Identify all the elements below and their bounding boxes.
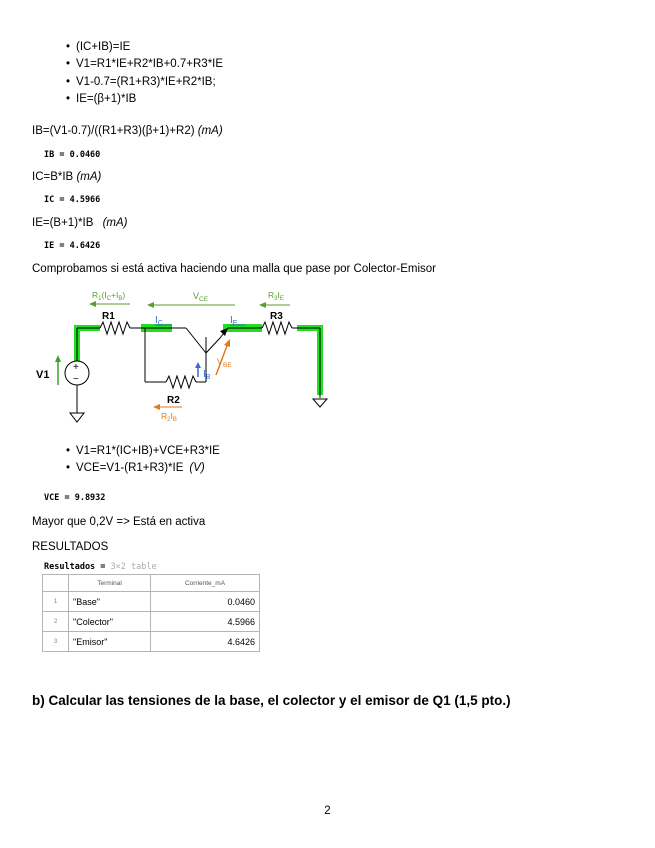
- bullet-item: • V1-0.7=(R1+R3)*IE+R2*IB;: [66, 74, 223, 91]
- section-b-heading: b) Calcular las tensiones de la base, el colector y el emisor de Q1 (1,5 pto.): [32, 693, 511, 708]
- table-row: [43, 592, 260, 612]
- bullet-item: • IE=(β+1)*IB: [66, 91, 223, 108]
- bullet-item: • V1=R1*IE+R2*IB+0.7+R3*IE: [66, 56, 223, 73]
- table-size-label: 3×2 table: [110, 562, 157, 572]
- table-cell-terminal: "Base": [69, 592, 151, 612]
- bullet-item: • V1=R1*(IC+IB)+VCE+R3*IE: [66, 443, 220, 460]
- bullet-list-equations: [66, 39, 223, 108]
- source-plus: +: [73, 362, 79, 373]
- results-heading: RESULTADOS: [32, 541, 109, 553]
- table-cell-terminal: "Colector": [69, 612, 151, 632]
- ie-output: IE = 4.6426: [44, 241, 101, 251]
- table-row-index: 2: [43, 612, 69, 632]
- table-cell-terminal: "Emisor": [69, 632, 151, 652]
- circuit-diagram: [30, 285, 340, 430]
- ic-formula-unit: (mA): [76, 171, 102, 183]
- ib-formula-text: IB=(V1-0.7)/((R1+R3)(β+1)+R2): [32, 125, 195, 137]
- ib-formula-unit: (mA): [197, 125, 223, 137]
- table-column-header: Terminal: [69, 575, 151, 592]
- ib-label: $I_B$: [203, 369, 211, 381]
- ie-label: $I_E$: [230, 315, 238, 327]
- r1-drop-label: $R_1(I_C+I_B)$: [92, 290, 126, 302]
- source-minus: −: [73, 374, 79, 385]
- v1-label: V1: [36, 369, 50, 381]
- r2-label: R2: [167, 395, 180, 406]
- ground-icon: [70, 413, 84, 422]
- v1-arrowhead: [55, 355, 61, 362]
- ic-output: IC = 4.5966: [44, 195, 101, 205]
- ic-formula: [32, 170, 101, 184]
- ic-label: $I_C$: [155, 315, 163, 327]
- table-row: [43, 632, 260, 652]
- bullet-item: • (IC+IB)=IE: [66, 39, 223, 56]
- ie-formula: [32, 216, 128, 230]
- results-table: [42, 574, 260, 652]
- vbe-label: $V_{BE}$: [217, 357, 232, 369]
- table-row-index: 3: [43, 632, 69, 652]
- conclusion-text: Mayor que 0,2V => Está en activa: [32, 516, 206, 528]
- bullet-item: • VCE=V1-(R1+R3)*IE (V): [66, 460, 220, 477]
- ie-formula-text: IE=(B+1)*IB: [32, 217, 94, 229]
- bullet-list-vce: [66, 443, 220, 478]
- loop-highlight: [77, 328, 320, 395]
- ie-formula-unit: (mA): [102, 217, 128, 229]
- table-caption: [44, 562, 157, 572]
- table-cell-value: 0.0460: [151, 592, 260, 612]
- table-var-label: Resultados =: [44, 562, 106, 572]
- table-index-header: [43, 575, 69, 592]
- table-column-header: Corriente_mA: [151, 575, 260, 592]
- page-number: 2: [324, 805, 331, 817]
- r3-label: R3: [270, 311, 283, 322]
- table-row: [43, 612, 260, 632]
- table-row-index: 1: [43, 592, 69, 612]
- table-cell-value: 4.5966: [151, 612, 260, 632]
- vce-output: VCE = 9.8932: [44, 493, 106, 503]
- check-text: Comprobamos si está activa haciendo una malla que pase por Colector-Emisor: [32, 263, 436, 275]
- table-cell-value: 4.6426: [151, 632, 260, 652]
- ib-formula: [32, 124, 223, 138]
- ic-formula-text: IC=B*IB: [32, 171, 74, 183]
- r2-drop-label: $R_2I_B$: [161, 411, 177, 423]
- vce-label: $V_{CE}$: [193, 291, 209, 303]
- r3-drop-label: $R_3I_E$: [268, 290, 284, 302]
- r1-label: R1: [102, 311, 115, 322]
- ib-output: IB = 0.0460: [44, 150, 101, 160]
- table-header-row: [43, 575, 260, 592]
- ground-icon: [313, 399, 327, 407]
